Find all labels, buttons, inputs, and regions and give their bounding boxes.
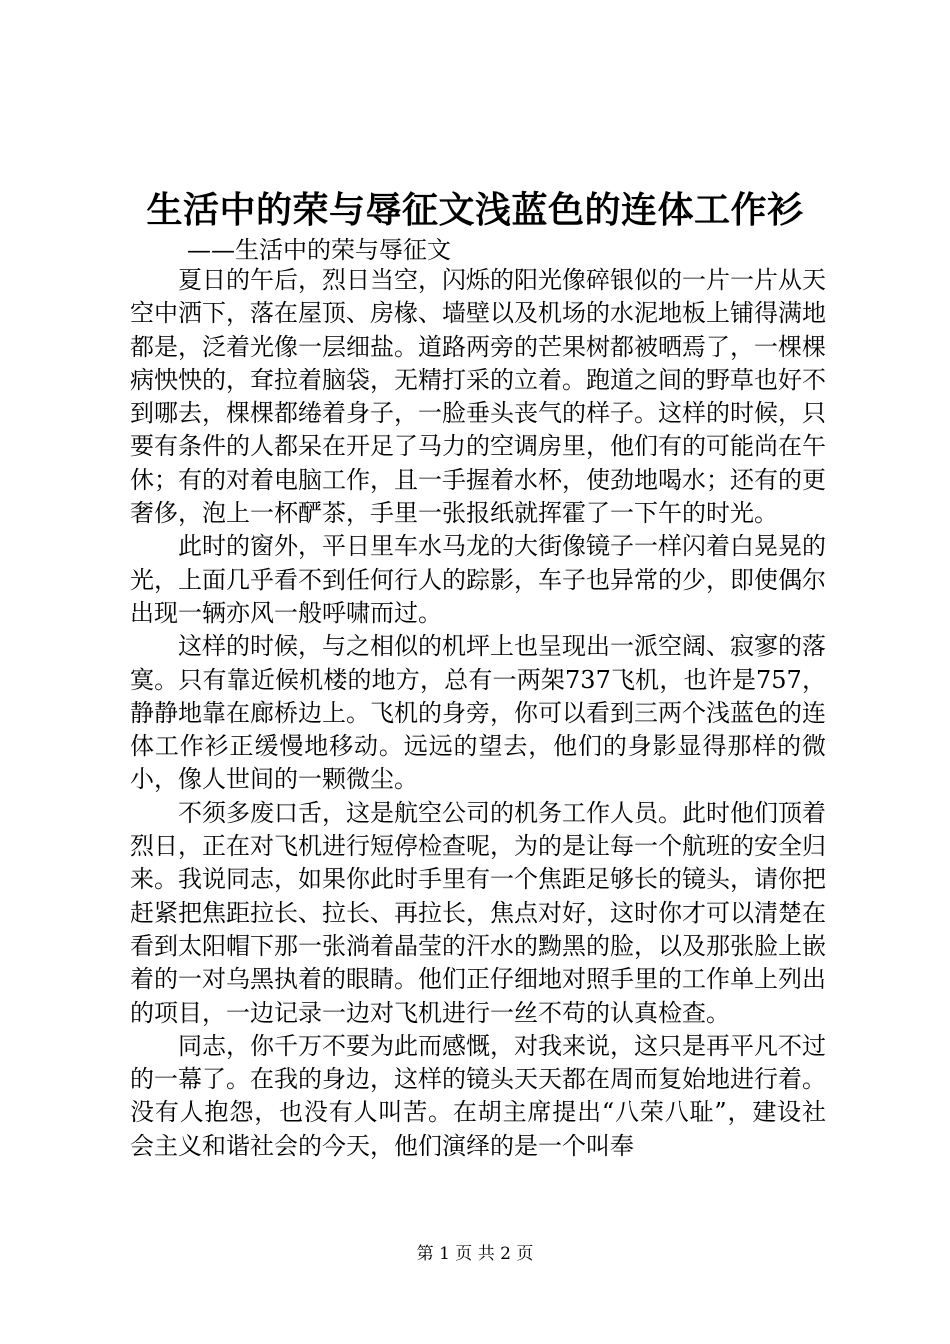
paragraph-3: 这样的时候，与之相似的机坪上也呈现出一派空阔、寂寥的落寞。只有靠近候机楼的地方，总有一两架737飞机，也许是757，静静地靠在廊桥边上。飞机的身旁，你可以看到三两个浅蓝色的连体工作衫正缓慢地移动。远远的望去，他们的身影显得那样的微小，像人世间的一颗微尘。 xyxy=(130,632,826,794)
document-body xyxy=(130,264,826,1163)
page-footer: 第 1 页 共 2 页 xyxy=(416,1244,534,1264)
paragraph-4: 不须多废口舌，这是航空公司的机务工作人员。此时他们顶着烈日，正在对飞机进行短停检查呢，为的是让每一个航班的安全归来。我说同志，如果你此时手里有一个焦距足够长的镜头，请你把赶紧把焦距拉长、拉长、再拉长，焦点对好，这时你才可以清楚在看到太阳帽下那一张淌着晶莹的汗水的黝黑的脸，以及那张脸上嵌着的一对乌黑执着的眼睛。他们正仔细地对照手里的工作单上列出的项目，一边记录一边对飞机进行一丝不苟的认真检查。 xyxy=(130,798,826,1027)
document-title: 生活中的荣与辱征文浅蓝色的连体工作衫 xyxy=(146,189,804,231)
paragraph-1: 夏日的午后，烈日当空，闪烁的阳光像碎银似的一片一片从天空中洒下，落在屋顶、房椽、墙壁以及机场的水泥地板上铺得满地都是，泛着光像一层细盐。道路两旁的芒果树都被晒焉了，一棵棵病怏怏的，耷拉着脑袋，无精打采的立着。跑道之间的野草也好不到哪去，棵棵都绻着身子，一脸垂头丧气的样子。这样的时候，只要有条件的人都呆在开足了马力的空调房里，他们有的可能尚在午休；有的对着电脑工作，且一手握着水杯，使劲地喝水；还有的更奢侈，泡上一杯酽茶，手里一张报纸就挥霍了一下午的时光。 xyxy=(130,266,826,528)
paragraph-5: 同志，你千万不要为此而感慨，对我来说，这只是再平凡不过的一幕了。在我的身边，这样的镜头天天都在周而复始地进行着。没有人抱怨，也没有人叫苦。在胡主席提出“八荣八耻”，建设社会主义和谐社会的今天，他们演绎的是一个叫奉 xyxy=(130,1031,826,1160)
document-subtitle: ——生活中的荣与辱征文 xyxy=(187,236,451,264)
paragraph-2: 此时的窗外，平日里车水马龙的大街像镜子一样闪着白晃晃的光，上面几乎看不到任何行人的踪影，车子也异常的少，即使偶尔出现一辆亦风一般呼啸而过。 xyxy=(130,532,826,627)
